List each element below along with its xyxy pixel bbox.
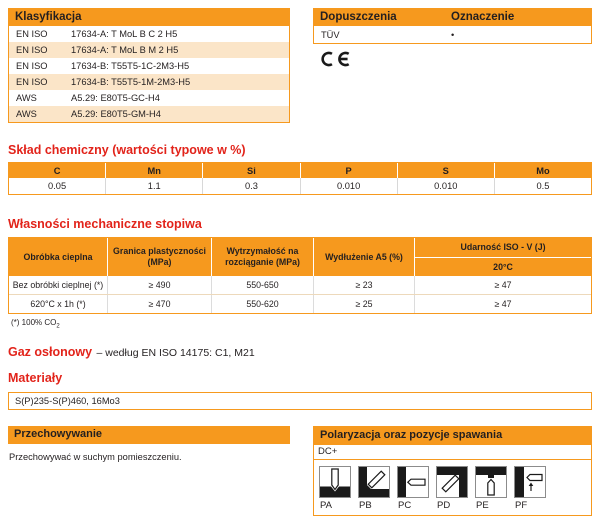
position-pb-icon bbox=[358, 466, 390, 498]
position-label: PE bbox=[476, 499, 489, 511]
value-cell: ≥ 47 bbox=[414, 276, 591, 294]
chemical-header-row bbox=[9, 163, 591, 178]
materials-title: Materiały bbox=[8, 370, 63, 385]
classification-table bbox=[8, 8, 290, 123]
designation-cell: A5.29: E80T5-GC-H4 bbox=[71, 93, 160, 103]
column-header: P bbox=[300, 163, 397, 178]
storage-text: Przechowywać w suchym pomieszczeniu. bbox=[9, 451, 182, 462]
column-header: Obróbka cieplna bbox=[23, 251, 93, 262]
storage-section bbox=[8, 426, 290, 462]
table-row bbox=[9, 90, 289, 106]
mechanical-table bbox=[8, 237, 592, 314]
value-cell: ≥ 47 bbox=[414, 295, 591, 313]
designation-header: Oznaczenie bbox=[451, 11, 515, 23]
value-cell: 550-650 bbox=[211, 276, 313, 294]
welding-position bbox=[319, 466, 351, 511]
column-header: Mo bbox=[494, 163, 591, 178]
standard-cell: EN ISO bbox=[16, 77, 48, 87]
materials-value-box bbox=[8, 392, 592, 410]
standard-cell: EN ISO bbox=[16, 29, 48, 39]
table-row bbox=[9, 42, 289, 58]
mechanical-header-row bbox=[9, 238, 591, 276]
welding-position bbox=[436, 466, 468, 511]
table-row bbox=[9, 294, 591, 313]
position-label: PC bbox=[398, 499, 412, 511]
value-cell: 0.5 bbox=[494, 178, 591, 194]
shielding-gas-line bbox=[8, 343, 592, 361]
table-row bbox=[9, 58, 289, 74]
column-header: Udarność ISO - V (J) bbox=[415, 238, 591, 258]
column-header: C bbox=[53, 165, 61, 176]
polarity-current: DC+ bbox=[314, 445, 591, 460]
standard-cell: EN ISO bbox=[16, 45, 48, 55]
standard-cell: EN ISO bbox=[16, 61, 48, 71]
designation-cell: 17634-A: T MoL B M 2 H5 bbox=[71, 45, 179, 55]
value-cell: 0.3 bbox=[202, 178, 299, 194]
polarity-title: Polaryzacja oraz pozycje spawania bbox=[314, 427, 591, 445]
value-cell: ≥ 23 bbox=[313, 276, 414, 294]
storage-title: Przechowywanie bbox=[8, 426, 290, 444]
column-header: Wydłużenie A5 (%) bbox=[313, 238, 414, 276]
classification-title: Klasyfikacja bbox=[9, 9, 289, 26]
approvals-section bbox=[313, 8, 592, 67]
value-cell: 1.1 bbox=[105, 178, 202, 194]
table-row bbox=[9, 106, 289, 122]
column-subheader: 20°C bbox=[493, 261, 513, 272]
position-label: PB bbox=[359, 499, 372, 511]
welding-position bbox=[358, 466, 390, 511]
bottom-section bbox=[8, 426, 592, 516]
value-cell: ≥ 490 bbox=[107, 276, 211, 294]
welding-position bbox=[397, 466, 429, 511]
column-header: Wytrzymałość na rozciąganie (MPa) bbox=[211, 238, 313, 276]
designation-cell: 17634-B: T55T5-1M-2M3-H5 bbox=[71, 77, 191, 87]
value-cell: Bez obróbki cieplnej (*) bbox=[12, 280, 104, 290]
value-cell: ≥ 25 bbox=[313, 295, 414, 313]
table-row bbox=[9, 26, 289, 42]
value-cell: 620°C x 1h (*) bbox=[30, 299, 86, 309]
approvals-table bbox=[313, 8, 592, 44]
designation-cell: A5.29: E80T5-GM-H4 bbox=[71, 109, 161, 119]
value-cell: 0.05 bbox=[48, 181, 67, 191]
footnote-subscript: 2 bbox=[56, 323, 60, 330]
value-cell: ≥ 470 bbox=[107, 295, 211, 313]
welding-positions-row bbox=[314, 460, 591, 515]
position-pa-icon bbox=[319, 466, 351, 498]
shielding-gas-label: Gaz osłonowy bbox=[8, 344, 93, 359]
chemical-values-row bbox=[9, 178, 591, 194]
position-label: PF bbox=[515, 499, 528, 511]
value-cell: 0.010 bbox=[300, 178, 397, 194]
welding-position bbox=[514, 466, 546, 511]
chemical-title: Skład chemiczny (wartości typowe w %) bbox=[8, 143, 246, 157]
column-header: Si bbox=[202, 163, 299, 178]
value-cell: 550-620 bbox=[211, 295, 313, 313]
footnote-text: (*) 100% CO bbox=[11, 318, 57, 327]
position-pc-icon bbox=[397, 466, 429, 498]
approvals-title: Dopuszczenia bbox=[320, 11, 397, 23]
designation-cell: 17634-B: T55T5-1C-2M3-H5 bbox=[71, 61, 190, 71]
approval-mark: • bbox=[451, 29, 455, 40]
value-cell: 0.010 bbox=[397, 178, 494, 194]
standard-cell: AWS bbox=[16, 109, 37, 119]
shielding-gas-text: – według EN ISO 14175: C1, M21 bbox=[96, 346, 255, 359]
welding-position bbox=[475, 466, 507, 511]
position-label: PA bbox=[320, 499, 332, 511]
approval-name: TÜV bbox=[321, 29, 340, 40]
mechanical-title: Własności mechaniczne stopiwa bbox=[8, 217, 202, 231]
column-header: S bbox=[397, 163, 494, 178]
column-header-group bbox=[414, 238, 591, 276]
ce-mark-icon bbox=[319, 51, 592, 67]
column-header: Mn bbox=[105, 163, 202, 178]
table-row bbox=[314, 26, 591, 43]
table-row bbox=[9, 276, 591, 294]
table-row bbox=[9, 74, 289, 90]
footnote bbox=[11, 318, 592, 330]
designation-cell: 17634-A: T MoL B C 2 H5 bbox=[71, 29, 178, 39]
position-label: PD bbox=[437, 499, 451, 511]
approvals-header bbox=[314, 9, 591, 26]
materials-value: S(P)235-S(P)460, 16Mo3 bbox=[15, 395, 120, 406]
position-pe-icon bbox=[475, 466, 507, 498]
top-section bbox=[8, 8, 592, 123]
polarity-section bbox=[313, 426, 592, 516]
chemical-table bbox=[8, 162, 592, 195]
standard-cell: AWS bbox=[16, 93, 37, 103]
position-pd-icon bbox=[436, 466, 468, 498]
position-pf-icon bbox=[514, 466, 546, 498]
column-header: Granica plastyczności (MPa) bbox=[107, 238, 211, 276]
